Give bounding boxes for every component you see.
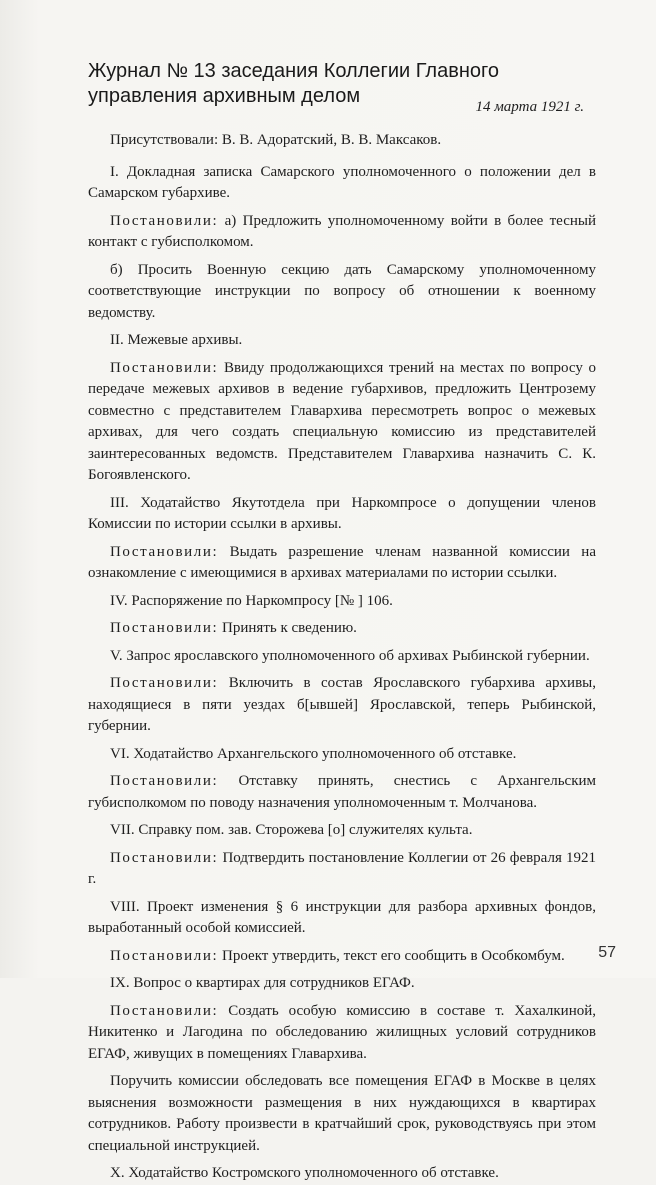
attendance-line: Присутствовали: В. В. Адоратский, В. В. Максаков. [110,132,442,148]
minutes-paragraphs [88,162,596,1185]
resolution-paragraph [88,1001,596,1066]
resolution-label: Постановили: [110,359,219,376]
page-number: 57 [598,944,616,961]
resolution-text: Включить в состав Ярославского губархива архивы, находящиеся в пяти уездах б[ывшей] Ярославской, теперь Рыбинской, губернии. [88,675,596,734]
resolution-label: Постановили: [110,543,219,560]
minutes-paragraph: Поручить комиссии обследовать все помещения ЕГАФ в Москве в целях выяснения возможности размещения в них нуждающихся в квартирах сотрудников. Работу произвести в кратчайший срок, руководствуясь при этом специальной инструкцией. [88,1073,596,1154]
resolution-paragraph [88,771,596,814]
resolution-text: Ввиду продолжающихся трений на местах по вопросу о передаче межевых архивов в ведение губархивов, предложить Центрозему совместно с представителем Главархива пересмотреть вопрос о межевых архивах, для чего создать специальную комиссию из представителей заинтересованных ведомств. Представителем Главархива назначить С. К. Богоявленского. [88,359,596,483]
resolution-text: Проект утвердить, текст его сообщить в Особкомбум. [222,947,565,964]
agenda-item: VIII. Проект изменения § 6 инструкции для разбора архивных фондов, выработанный особой комиссией. [88,898,596,936]
agenda-item: V. Запрос ярославского уполномоченного об архивах Рыбинской губернии. [110,647,590,664]
document-body [88,130,596,1185]
resolution-text: Создать особую комиссию в составе т. Хахалкиной, Никитенко и Лагодина по обследованию жилищных условий сотрудников ЕГАФ, живущих в помещениях Главархива. [88,1002,597,1062]
resolution-paragraph [88,848,596,891]
resolution-text: Отставку принять, снестись с Архангельским губисполкомом по поводу назначения уполномоченным т. Молчанова. [88,773,597,811]
resolution-label: Постановили: [110,1002,219,1019]
resolution-text: Принять к сведению. [222,620,357,636]
agenda-item: VII. Справку пом. зав. Сторожева [о] служителях культа. [110,822,473,838]
resolution-paragraph [88,618,596,640]
resolution-text: а) Предложить уполномоченному войти в более тесный контакт с губисполкомом. [88,212,597,250]
agenda-item: IV. Распоряжение по Наркомпросу [№ ] 106. [110,592,393,609]
resolution-text: Подтвердить постановление Коллегии от 26 февраля 1921 г. [88,849,597,887]
meeting-date: 14 марта 1921 г. [475,99,584,115]
resolution-paragraph [88,946,596,968]
agenda-item: VI. Ходатайство Архангельского уполномоченного об отставке. [110,745,517,762]
resolution-label: Постановили: [110,773,219,789]
resolution-paragraph [88,673,596,738]
resolution-label: Постановили: [110,212,219,229]
resolution-label: Постановили: [110,849,219,866]
agenda-item: X. Ходатайство Костромского уполномоченного об отставке. [110,1165,499,1181]
agenda-item: III. Ходатайство Якутотдела при Наркомпросе о допущении членов Комиссии по истории ссылки в архивы. [88,494,596,532]
agenda-item: I. Докладная записка Самарского уполномоченного о положении дел в Самарском губархиве. [88,163,596,201]
resolution-paragraph [88,211,596,254]
minutes-paragraph: б) Просить Военную секцию дать Самарскому уполномоченному соответствующие инструкции по вопросу об отношении к военному ведомству. [88,261,596,321]
agenda-item: II. Межевые архивы. [110,332,243,348]
resolution-paragraph [88,542,596,585]
resolution-label: Постановили: [110,947,219,964]
resolution-paragraph [88,358,596,487]
resolution-label: Постановили: [110,620,219,636]
resolution-text: Выдать разрешение членам названной комиссии на ознакомление с имеющимися в архивах материалами по истории ссылки. [88,543,596,581]
agenda-item: IX. Вопрос о квартирах для сотрудников ЕГАФ. [110,975,415,991]
resolution-label: Постановили: [110,675,219,691]
journal-title: Журнал № 13 заседания Коллегии Главного управления архивным делом [88,60,499,108]
